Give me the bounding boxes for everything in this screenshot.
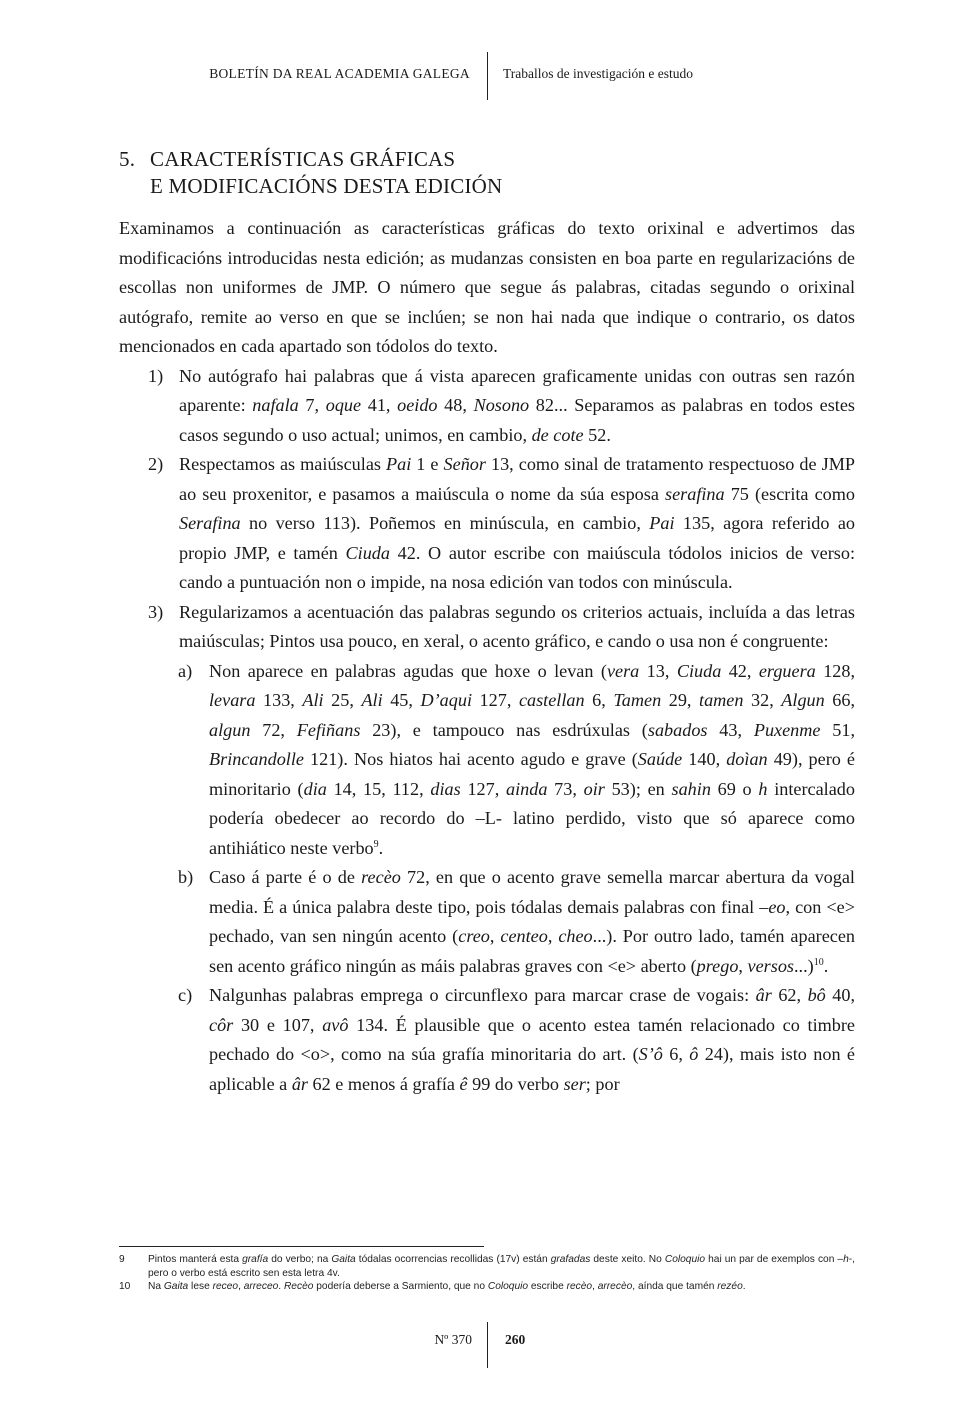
italic-term: Serafina: [179, 513, 241, 533]
italic-term: Tamen: [613, 690, 662, 710]
heading-line-2: E MODIFICACIÓNS DESTA EDICIÓN: [150, 174, 503, 198]
sub-list-item-text: Nalgunhas palabras emprega o circunflexo para marcar crase de vogais: âr 62, bô 40, côr 30 e 107, avô 134. É plausible que o acento estea tamén relacionado co timbre pechado do <o>, como na súa grafía minoritaria do art. (S’ô 6, ô 24), mais isto non é aplicable a âr 62 e menos á grafía ê 99 do verbo ser; por: [209, 985, 855, 1094]
footnote-text: Pintos manterá esta grafía do verbo; na Gaita tódalas ocorrencias recollidas (17v) están grafadas deste xeito. No Coloquio hai un par de exemplos con –h-, pero o verbo está escrito sen esta letra 4v.: [148, 1254, 855, 1279]
italic-term: arreceo: [243, 1281, 279, 1292]
italic-term: vera: [606, 660, 640, 681]
italic-term: serafina: [665, 483, 725, 504]
italic-term: creo: [458, 926, 490, 946]
italic-term: h: [843, 1254, 849, 1265]
sub-list-item-label: c): [178, 985, 193, 1005]
italic-term: sahin: [671, 778, 711, 799]
list-item-text: Respectamos as maiúsculas Pai 1 e Señor 13, como sinal de tratamento respectuoso de JMP ao seu proxenitor, e pasamos a maiúscula o nome da súa esposa serafina 75 (escrita como Serafina no verso 113). Poñemos en minúscula, en cambio, Pai 135, agora referido ao propio JMP, e tamén Ciuda 42. O autor escribe con maiúscula tódolos inicios de verso: cando a puntuación non o impide, na nosa edición van todos con minúscula.: [179, 454, 856, 592]
italic-term: levara: [209, 690, 256, 710]
italic-term: nafala: [252, 395, 299, 415]
italic-term: âr: [291, 1073, 308, 1094]
body-text: [119, 214, 855, 1099]
footer-divider: [487, 1322, 488, 1368]
italic-term: tamen: [699, 690, 744, 710]
footnote-separator: [119, 1246, 484, 1247]
italic-term: prego: [696, 955, 739, 976]
italic-term: receo: [212, 1281, 239, 1292]
italic-term: Ciuda: [345, 542, 390, 563]
header-divider: [487, 52, 488, 100]
italic-term: ser: [563, 1073, 586, 1094]
sub-list-item-label: a): [178, 660, 193, 681]
italic-term: Pai: [649, 513, 675, 533]
italic-term: h: [758, 778, 768, 799]
italic-term: Ali: [361, 690, 383, 710]
footnote-number: 9: [119, 1254, 125, 1265]
italic-term: Saúde: [637, 749, 683, 769]
sub-list-item: [119, 657, 855, 864]
italic-term: Algun: [781, 690, 825, 710]
page-number: 260: [505, 1332, 526, 1347]
italic-term: Gaita: [331, 1254, 356, 1265]
italic-term: Pai: [386, 454, 412, 474]
italic-term: bô: [807, 985, 826, 1005]
italic-term: Brincandolle: [209, 749, 304, 769]
italic-term: eo: [768, 896, 786, 917]
list-item-text: No autógrafo hai palabras que á vista aparecen graficamente unidas con outras sen razón aparente: nafala 7, oque 41, oeido 48, Nosono 82... Separamos as palabras en todos estes casos segundo o uso actual; unimos, en cambio, de cote 52.: [179, 365, 855, 445]
heading-line-1: CARACTERÍSTICAS GRÁFICAS: [150, 147, 456, 171]
italic-term: Puxenme: [753, 719, 821, 740]
italic-term: oir: [583, 778, 605, 799]
list-item-label: 1): [148, 365, 164, 386]
italic-term: oeido: [397, 395, 438, 415]
list-item: [119, 450, 855, 598]
issue-number: Nº 370: [434, 1332, 472, 1347]
italic-term: dia: [303, 778, 327, 799]
italic-term: cheo: [558, 926, 593, 946]
italic-term: grafía: [242, 1254, 269, 1265]
list-item-label: 2): [148, 454, 164, 474]
list-item: [119, 598, 855, 657]
footnote-number: 10: [119, 1281, 131, 1292]
italic-term: de cote: [531, 424, 584, 445]
italic-term: grafadas: [550, 1254, 591, 1265]
journal-title: BOLETÍN DA REAL ACADEMIA GALEGA: [209, 66, 470, 81]
sub-list-item-text: Non aparece en palabras agudas que hoxe o levan (vera 13, Ciuda 42, erguera 128, levara 133, Ali 25, Ali 45, D’aqui 127, castellan 6, Tamen 29, tamen 32, Algun 66, algun 72, Fefiñans 23), e tampouco nas esdrúxulas (sabados 43, Puxenme 51, Brincandolle 121). Nos hiatos hai acento agudo e grave (Saúde 140, doìan 49), pero é minoritario (dia 14, 15, 112, dias 127, ainda 73, oir 53); en sahin 69 o h intercalado podería obedecer ao recordo do –L- latino perdido, visto que só aparece como antihiático neste verbo$^9$.: [209, 660, 856, 858]
italic-term: doìan: [726, 749, 768, 769]
italic-term: côr: [209, 1014, 234, 1035]
italic-term: Gaita: [163, 1281, 189, 1292]
sub-list-item-label: b): [178, 867, 194, 887]
italic-term: S’ô: [638, 1044, 663, 1064]
italic-term: Señor: [443, 454, 486, 474]
section-heading: [119, 146, 502, 200]
italic-term: Ciuda: [676, 660, 722, 681]
italic-term: rezéo: [717, 1281, 743, 1292]
footnote-text: Na Gaita lese receo, arreceo. Recèo podería deberse a Sarmiento, que no Coloquio escribe recèo, arrecèo, aínda que tamén rezéo.: [148, 1281, 746, 1292]
running-header: [0, 52, 975, 100]
heading-number: 5.: [119, 147, 136, 171]
italic-term: versos: [747, 955, 794, 976]
sub-list-item: [119, 981, 855, 1099]
sub-list-item-text: Caso á parte é o de recèo 72, en que o acento grave semella marcar abertura da vogal media. É a única palabra deste tipo, pois tódalas demais palabras con final –eo, con <e> pechado, van sen ningún acento (creo, centeo, cheo...). Por outro lado, tamén aparecen sen acento gráfico ningún as máis palabras graves con <e> aberto (prego, versos...)$^{10}$.: [209, 867, 856, 976]
italic-term: avô: [322, 1014, 349, 1035]
italic-term: recèo: [566, 1281, 593, 1292]
italic-term: castellan: [518, 690, 585, 710]
list-item: [119, 362, 855, 451]
italic-term: ainda: [506, 778, 548, 799]
list-item-text: Regularizamos a acentuación das palabras segundo os criterios actuais, incluída a das letras maiúsculas; Pintos usa pouco, en xeral, o acento gráfico, e cando o usa non é congruente:: [179, 601, 855, 651]
footnote-ref: 9: [373, 838, 379, 850]
italic-term: Fefiñans: [296, 719, 361, 740]
italic-term: ê: [459, 1073, 468, 1094]
italic-term: D’aqui: [420, 690, 473, 710]
footnote: [119, 1280, 855, 1294]
italic-term: Coloquio: [487, 1281, 529, 1292]
italic-term: oque: [325, 395, 362, 415]
sub-list-item: [119, 863, 855, 981]
footnotes: [119, 1253, 855, 1294]
italic-term: arrecèo: [597, 1281, 633, 1292]
italic-term: sabados: [647, 719, 708, 740]
italic-term: centeo: [500, 926, 548, 946]
intro-paragraph: Examinamos a continuación as características gráficas do texto orixinal e advertimos das modificacións introducidas nesta edición; as mudanzas consisten en boa parte en regularizacións de escollas non uniformes de JMP. O número que segue ás palabras, citadas segundo o orixinal autógrafo, remite ao verso en que se inclúen; se non hai nada que indique o contrario, os datos mencionados en cada apartado son tódolos do texto.: [119, 218, 855, 356]
italic-term: âr: [755, 985, 772, 1005]
italic-term: Ali: [302, 690, 324, 710]
italic-term: ô: [689, 1044, 699, 1064]
list-item-label: 3): [148, 601, 164, 622]
italic-term: dias: [430, 778, 461, 799]
italic-term: algun: [209, 719, 251, 740]
italic-term: Coloquio: [664, 1254, 706, 1265]
section-title: Traballos de investigación e estudo: [503, 66, 693, 81]
running-footer: [0, 1322, 975, 1368]
italic-term: Recèo: [283, 1281, 314, 1292]
italic-term: recèo: [361, 867, 401, 887]
italic-term: erguera: [758, 660, 816, 681]
footnote: [119, 1253, 855, 1280]
italic-term: Nosono: [473, 395, 530, 415]
footnote-ref: 10: [813, 956, 824, 968]
